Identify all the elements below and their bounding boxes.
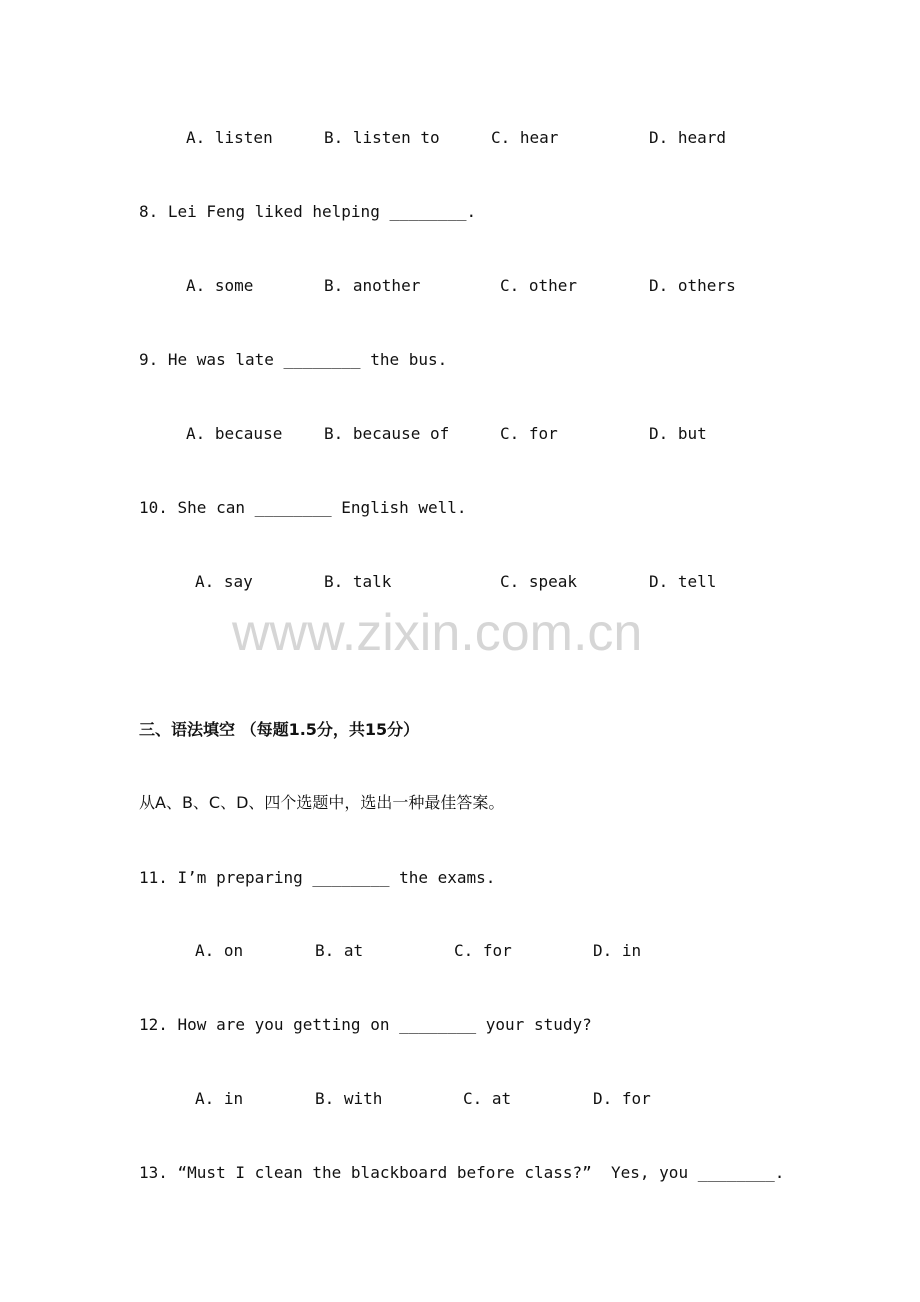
option-d: D. but xyxy=(649,424,707,443)
option-c: C. for xyxy=(454,941,512,960)
question-9-stem: 9. He was late ________ the bus. xyxy=(139,350,448,369)
option-b: B. talk xyxy=(324,572,392,591)
question-8-stem: 8. Lei Feng liked helping ________. xyxy=(139,202,477,221)
option-b: B. another xyxy=(324,276,421,295)
section-instruction: 从A、B、C、D、四个选题中，选出一种最佳答案。 xyxy=(139,793,505,812)
option-b: B. listen to xyxy=(324,128,440,147)
option-b: B. with xyxy=(315,1089,383,1108)
option-a: A. some xyxy=(186,276,254,295)
option-a: A. because xyxy=(186,424,283,443)
option-a: A. say xyxy=(195,572,253,591)
option-c: C. speak xyxy=(500,572,578,591)
section-heading: 三、语法填空 （每题1.5分，共15分） xyxy=(139,720,420,739)
question-10-stem: 10. She can ________ English well. xyxy=(139,498,467,517)
question-13-stem: 13. “Must I clean the blackboard before class?” Yes, you ________. xyxy=(139,1163,785,1182)
option-d: D. for xyxy=(593,1089,651,1108)
option-a: A. in xyxy=(195,1089,244,1108)
option-a: A. listen xyxy=(186,128,273,147)
option-b: B. at xyxy=(315,941,364,960)
question-11-stem: 11. I’m preparing ________ the exams. xyxy=(139,868,496,887)
option-d: D. heard xyxy=(649,128,727,147)
option-d: D. others xyxy=(649,276,736,295)
option-c: C. for xyxy=(500,424,558,443)
option-d: D. in xyxy=(593,941,642,960)
option-a: A. on xyxy=(195,941,244,960)
watermark: www.zixin.com.cn xyxy=(232,604,643,662)
option-c: C. hear xyxy=(491,128,559,147)
question-12-stem: 12. How are you getting on ________ your study? xyxy=(139,1015,592,1034)
option-d: D. tell xyxy=(649,572,717,591)
option-c: C. other xyxy=(500,276,578,295)
option-c: C. at xyxy=(463,1089,512,1108)
option-b: B. because of xyxy=(324,424,450,443)
